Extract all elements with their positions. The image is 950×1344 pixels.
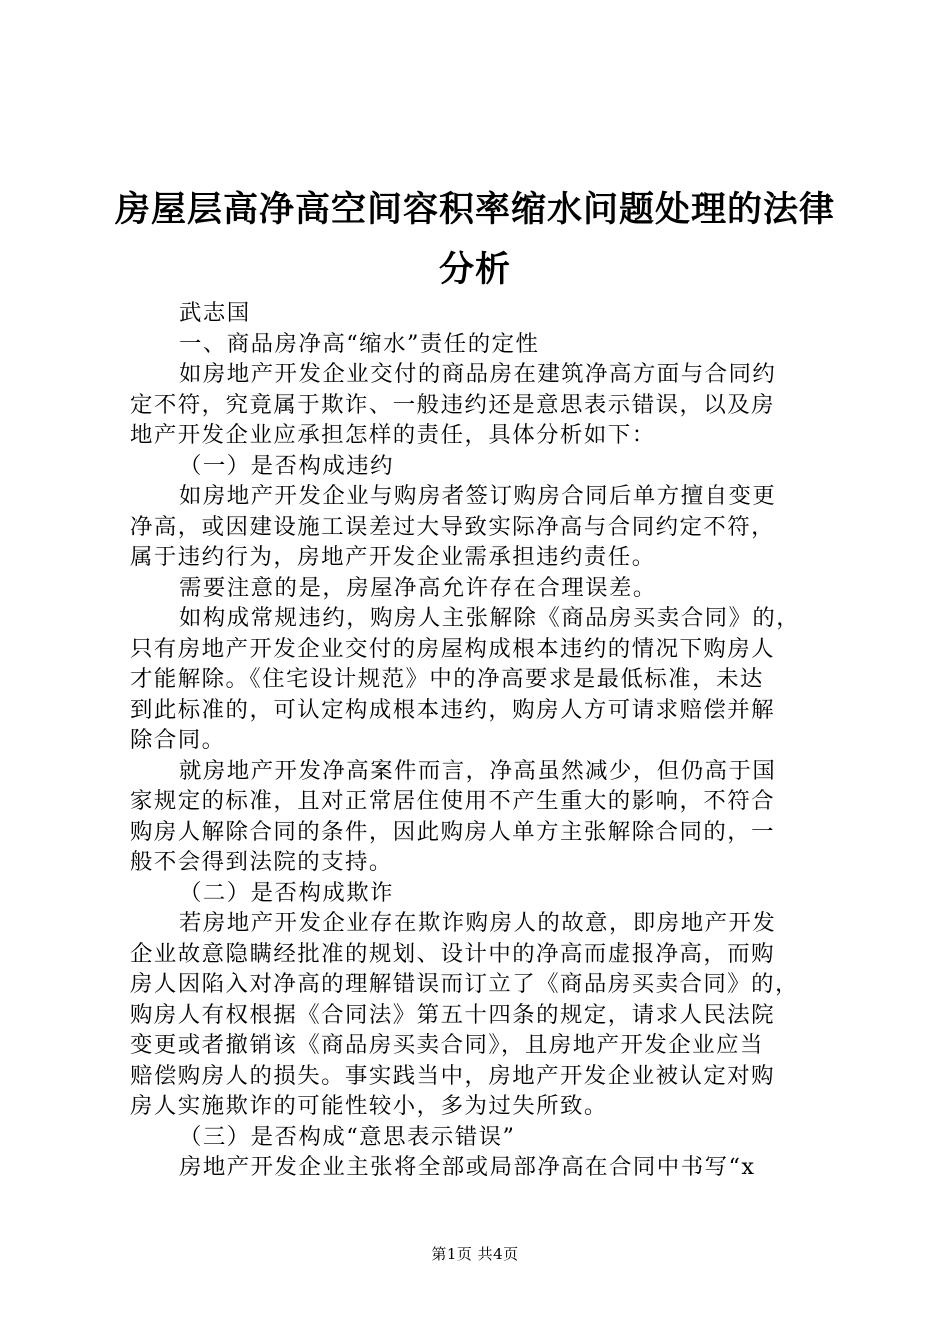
paragraph-line: 房人实施欺诈的可能性较小，多为过失所致。 [130,1093,608,1119]
document-title-line-2: 分析 [438,250,511,290]
paragraph-line: 般不会得到法院的支持。 [130,849,393,875]
paragraph-1 [130,359,830,451]
paragraph-line: 购房人解除合同的条件，因此购房人单方主张解除合同的，一 [130,818,776,845]
paragraph-line: 如构成常规违约，购房人主张解除《商品房买卖合同》的， [179,605,801,631]
paragraph-line: 需要注意的是，房屋净高允许存在合理误差。 [179,574,657,601]
paragraph-line: 企业故意隐瞒经批准的规划、设计中的净高而虚报净高，而购 [130,940,776,967]
paragraph-6 [130,908,830,1122]
paragraph-line: 房地产开发企业主张将全部或局部净高在合同中书写“x [179,1154,756,1180]
paragraph-line: 净高，或因建设施工误差过大导致实际净高与合同约定不符， [130,513,776,540]
paragraph-5 [130,756,830,878]
paragraph-line: 属于违约行为，房地产开发企业需承担违约责任。 [130,544,656,570]
paragraph-line: 就房地产开发净高案件而言，净高虽然减少，但仍高于国 [179,757,777,784]
page-footer: 第1页 共4页 [431,1245,519,1263]
paragraph-line: 购房人有权根据《合同法》第五十四条的规定，请求人民法院 [130,1001,776,1028]
document-title-line-1: 房屋层高净高空间容积率缩水问题处理的法律 [114,190,835,230]
document-body [130,298,830,1183]
section-heading-1: 一、商品房净高“缩水”责任的定性 [179,330,540,357]
paragraph-line: 家规定的标准，且对正常居住使用不产生重大的影响，不符合 [130,788,776,814]
paragraph-line: 到此标准的，可认定构成根本违约，购房人方可请求赔偿并解 [130,696,776,723]
paragraph-line: 变更或者撤销该《商品房买卖合同》，且房地产开发企业应当 [130,1032,764,1058]
paragraph-line: 房人因陷入对净高的理解错误而订立了《商品房买卖合同》的， [130,971,799,997]
subsection-heading-3: （三）是否构成“意思表示错误” [179,1123,516,1150]
subsection-heading-2: （二）是否构成欺诈 [179,879,395,906]
paragraph-2 [130,481,830,573]
paragraph-line: 地产开发企业应承担怎样的责任，具体分析如下： [130,422,656,448]
paragraph-line: 如房地产开发企业与购房者签订购房合同后单方擅自变更 [179,483,777,509]
paragraph-line: 除合同。 [130,727,226,753]
paragraph-4 [130,603,830,756]
paragraph-line: 只有房地产开发企业交付的房屋构成根本违约的情况下购房人 [130,635,776,662]
author: 武志国 [179,300,251,326]
paragraph-line: 赔偿购房人的损失。事实践当中，房地产开发企业被认定对购 [130,1062,776,1089]
paragraph-3 [130,573,830,604]
subsection-heading-1: （一）是否构成违约 [179,452,395,479]
paragraph-line: 定不符，究竟属于欺诈、一般违约还是意思表示错误，以及房 [130,391,776,418]
paragraph-line: 才能解除。《住宅设计规范》中的净高要求是最低标准，未达 [130,666,764,692]
paragraph-line: 如房地产开发企业交付的商品房在建筑净高方面与合同约 [179,361,777,387]
paragraph-line: 若房地产开发企业存在欺诈购房人的故意，即房地产开发 [179,910,777,936]
paragraph-7 [130,1152,830,1183]
